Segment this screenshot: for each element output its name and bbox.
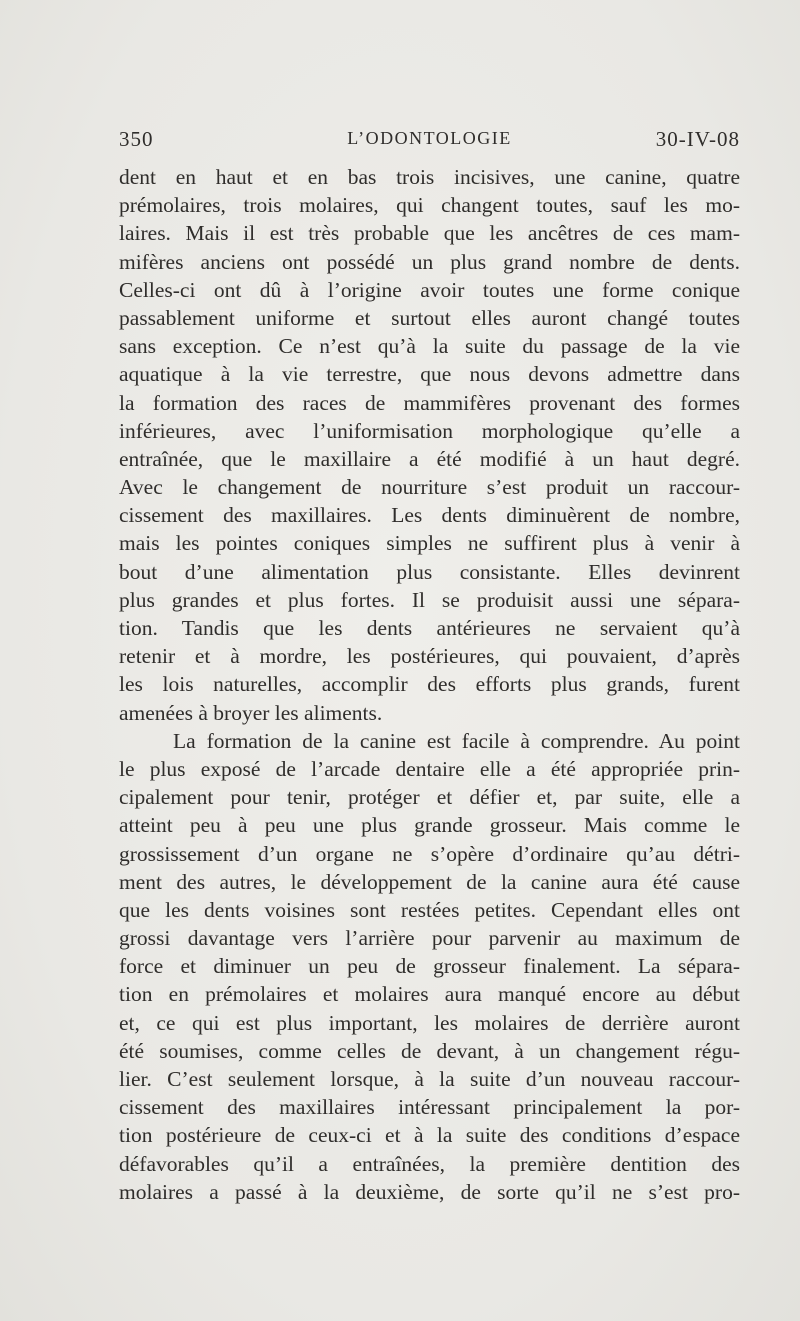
paragraph-last-line: amenées à broyer les aliments. [119,700,383,725]
text-line: passablement uniforme et surtout elles auront changé toutes [119,305,740,330]
text-line: ment des autres, le développement de la canine aura été cause [119,869,740,894]
text-line: que les dents voisines sont restées petites. Cependant elles ont [119,897,740,922]
text-line: tion en prémolaires et molaires aura manqué encore au début [119,982,740,1007]
text-line: laires. Mais il est très probable que les ancêtres de ces mam- [119,221,740,246]
issue-date: 30-IV-08 [655,127,740,151]
text-line: cissement des maxillaires. Les dents diminuèrent de nombre, [119,503,740,528]
text-line: tion postérieure de ceux-ci et à la suite des conditions d’espace [119,1123,740,1148]
text-line: lier. C’est seulement lorsque, à la suite d’un nouveau raccour- [119,1067,740,1091]
text-line: mais les pointes coniques simples ne suffirent plus à venir à [119,531,740,556]
text-line: bout d’une alimentation plus consistante. Elles devinrent [119,559,740,584]
text-line: cipalement pour tenir, protéger et défier et, par suite, elle a [119,785,740,810]
paragraph-first-line: La formation de la canine est facile à comprendre. Au point [173,728,740,753]
text-line: été soumises, comme celles de devant, à un changement régu- [119,1038,740,1063]
text-line: la formation des races de mammifères provenant des formes [119,390,740,415]
text-line: atteint peu à peu une plus grande grosseur. Mais comme le [119,813,740,838]
text-line: grossi davantage vers l’arrière pour parvenir au maximum de [119,926,740,951]
text-line: molaires a passé à la deuxième, de sorte qu’il ne s’est pro- [119,1179,740,1204]
text-line: mifères anciens ont possédé un plus grand nombre de dents. [119,249,740,274]
text-line: aquatique à la vie terrestre, que nous devons admettre dans [119,362,740,387]
text-line: entraînée, que le maxillaire a été modifié à un haut degré. [119,446,740,471]
text-line: plus grandes et plus fortes. Il se produisit aussi une sépara- [119,587,740,612]
journal-title: L’ODONTOLOGIE [347,128,512,148]
text-line: Avec le changement de nourriture s’est produit un raccour- [119,475,740,500]
text-line: et, ce qui est plus important, les molaires de derrière auront [119,1010,740,1035]
text-line: cissement des maxillaires intéressant principalement la por- [119,1095,740,1120]
text-line: Celles-ci ont dû à l’origine avoir toutes une forme conique [119,277,740,302]
text-line: le plus exposé de l’arcade dentaire elle a été appropriée prin- [119,756,740,781]
text-line: grossissement d’un organe ne s’opère d’ordinaire qu’au détri- [119,841,740,866]
text-line: sans exception. Ce n’est qu’à la suite du passage de la vie [119,334,740,359]
text-line: tion. Tandis que les dents antérieures ne servaient qu’à [119,616,740,640]
text-line: dent en haut et en bas trois incisives, une canine, quatre [119,165,740,189]
body-text [119,163,740,1206]
text-line: force et diminuer un peu de grosseur finalement. La sépara- [119,954,740,979]
text-line: inférieures, avec l’uniformisation morphologique qu’elle a [119,418,740,443]
text-line: les lois naturelles, accomplir des efforts plus grands, furent [119,672,740,697]
text-line: prémolaires, trois molaires, qui changent toutes, sauf les mo- [119,193,740,218]
running-head [119,127,740,157]
text-line: retenir et à mordre, les postérieures, qui pouvaient, d’après [119,644,740,669]
text-line: défavorables qu’il a entraînées, la première dentition des [119,1151,740,1176]
page-number: 350 [119,127,154,151]
